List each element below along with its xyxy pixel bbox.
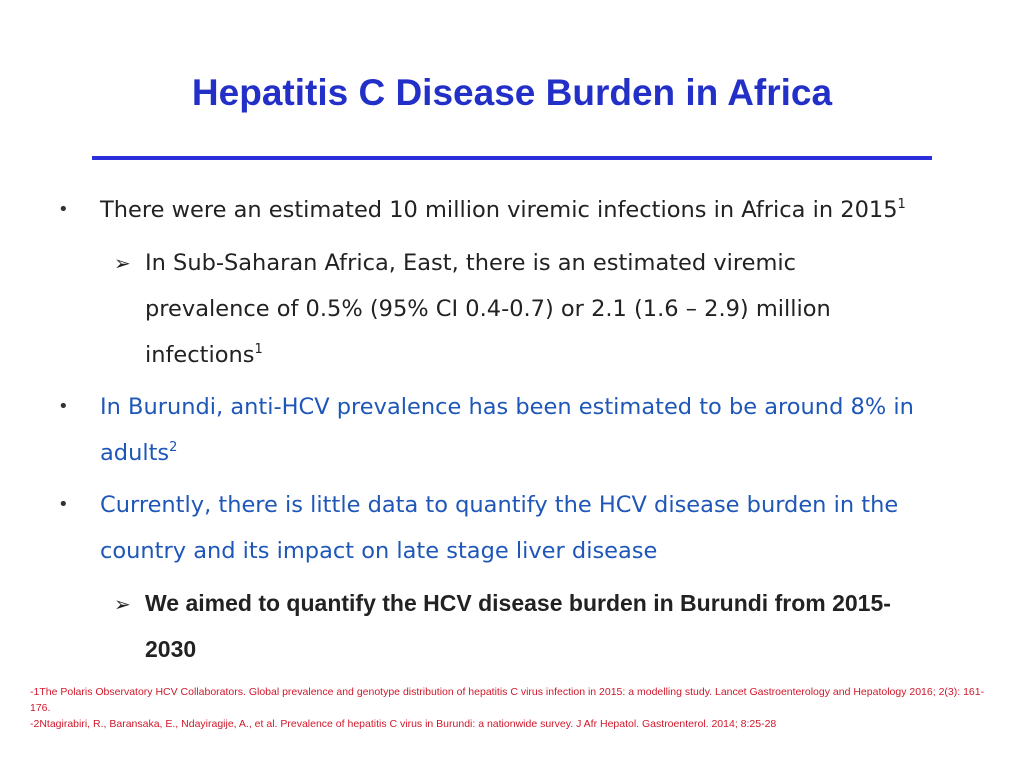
bullet-1-text: There were an estimated 10 million viremic infections in Africa in 2015: [100, 197, 898, 223]
bullet-3: [100, 482, 950, 574]
bullet-1-citation: 1: [897, 197, 906, 212]
slide-title: Hepatitis C Disease Burden in Africa: [191, 72, 833, 113]
references: [30, 684, 990, 732]
bullet-2-citation: 2: [169, 440, 178, 455]
bullet-1: [100, 187, 980, 233]
bullet-marker: •: [58, 494, 69, 515]
reference-2: -2Ntagirabiri, R., Baransaka, E., Ndayiragije, A., et al. Prevalence of hepatitis C virus in Burundi: a nationwide survey. J Afr Hepatol. Gastroenterol. 2014; 8:25-28: [30, 718, 777, 730]
title-underline: [92, 156, 932, 160]
subbullet-1: [145, 240, 875, 378]
bullet-marker: •: [58, 396, 69, 417]
subbullet-1-citation: 1: [254, 342, 263, 357]
arrow-bullet-icon: ➢: [114, 251, 131, 275]
bullet-2-text: In Burundi, anti-HCV prevalence has been estimated to be around 8% in adults: [100, 394, 914, 466]
bullet-2: [100, 384, 940, 476]
subbullet-2-text: We aimed to quantify the HCV disease burden in Burundi from 2015-2030: [145, 590, 891, 662]
bullet-3-text: Currently, there is little data to quantify the HCV disease burden in the country and its impact on late stage liver disease: [100, 492, 899, 564]
reference-1: -1The Polaris Observatory HCV Collaborators. Global prevalence and genotype distribution of hepatitis C virus infection in 2015: a modelling study. Lancet Gastroenterology and Hepatology 2016; 2(3): 161-176.: [30, 686, 985, 714]
subbullet-2: [145, 580, 935, 672]
bullet-marker: •: [58, 199, 69, 220]
subbullet-1-text: In Sub-Saharan Africa, East, there is an estimated viremic prevalence of 0.5% (95% CI 0.4-0.7) or 2.1 (1.6 – 2.9) million infections: [145, 250, 831, 368]
arrow-bullet-icon: ➢: [114, 592, 131, 616]
